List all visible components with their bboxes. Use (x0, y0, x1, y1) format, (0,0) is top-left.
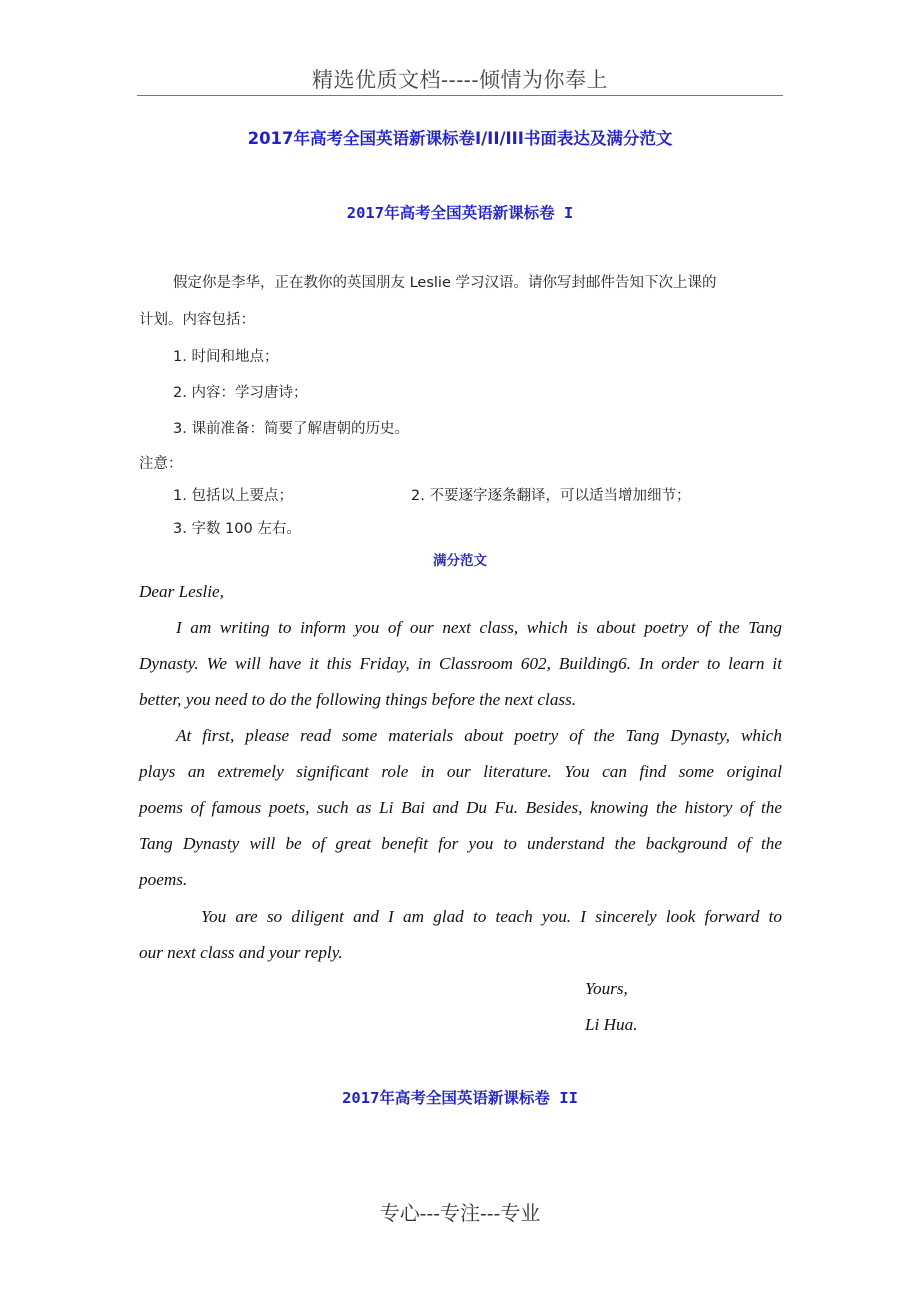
notes-label: 注意： (139, 456, 183, 472)
note-item-2: 2. 不要逐字逐条翻译，可以适当增加细节； (411, 488, 691, 504)
content-item-1: 1. 时间和地点； (173, 349, 279, 365)
content-item-3: 3. 课前准备：简要了解唐朝的历史。 (173, 421, 409, 437)
letter-line-4: At first, please read some materials about poetry of the Tang Dynasty, which (176, 726, 782, 745)
note-item-1: 1. 包括以上要点； (173, 488, 293, 504)
letter-line-8: poems. (139, 870, 188, 889)
page-header: 精选优质文档-----倾情为你奉上 (312, 68, 608, 92)
letter-line-6: poems of famous poets, such as Li Bai and Du Fu. Besides, knowing the history of the (139, 798, 782, 817)
letter-line-7: Tang Dynasty will be of great benefit for you to understand the background of the (139, 834, 782, 853)
content-item-2: 2. 内容：学习唐诗； (173, 385, 308, 401)
letter-signature: Li Hua. (585, 1015, 638, 1034)
header-divider (137, 95, 783, 96)
prompt-line-2: 计划。内容包括： (139, 312, 255, 328)
model-essay-label: 满分范文 (433, 553, 487, 569)
letter-line-2: Dynasty. We will have it this Friday, in Classroom 602, Building6. In order to learn it (139, 654, 782, 673)
note-item-3: 3. 字数 100 左右。 (173, 521, 301, 537)
section-title-1: 2017年高考全国英语新课标卷 I (346, 204, 574, 222)
letter-greeting: Dear Leslie, (139, 582, 224, 601)
prompt-line-1: 假定你是李华，正在教你的英国朋友 Leslie 学习汉语。请你写封邮件告知下次上课的 (173, 275, 717, 291)
letter-closing: Yours, (585, 979, 628, 998)
page-footer: 专心---专注---专业 (379, 1201, 541, 1225)
letter-line-9: You are so diligent and I am glad to teach you. I sincerely look forward to (201, 907, 782, 926)
main-title: 2017年高考全国英语新课标卷I/II/III书面表达及满分范文 (247, 129, 673, 148)
letter-line-3: better, you need to do the following things before the next class. (139, 690, 577, 709)
letter-line-1: I am writing to inform you of our next class, which is about poetry of the Tang (176, 618, 782, 637)
section-title-2: 2017年高考全国英语新课标卷 II (342, 1089, 578, 1107)
letter-line-10: our next class and your reply. (139, 943, 343, 962)
letter-line-5: plays an extremely significant role in our literature. You can find some original (139, 762, 782, 781)
